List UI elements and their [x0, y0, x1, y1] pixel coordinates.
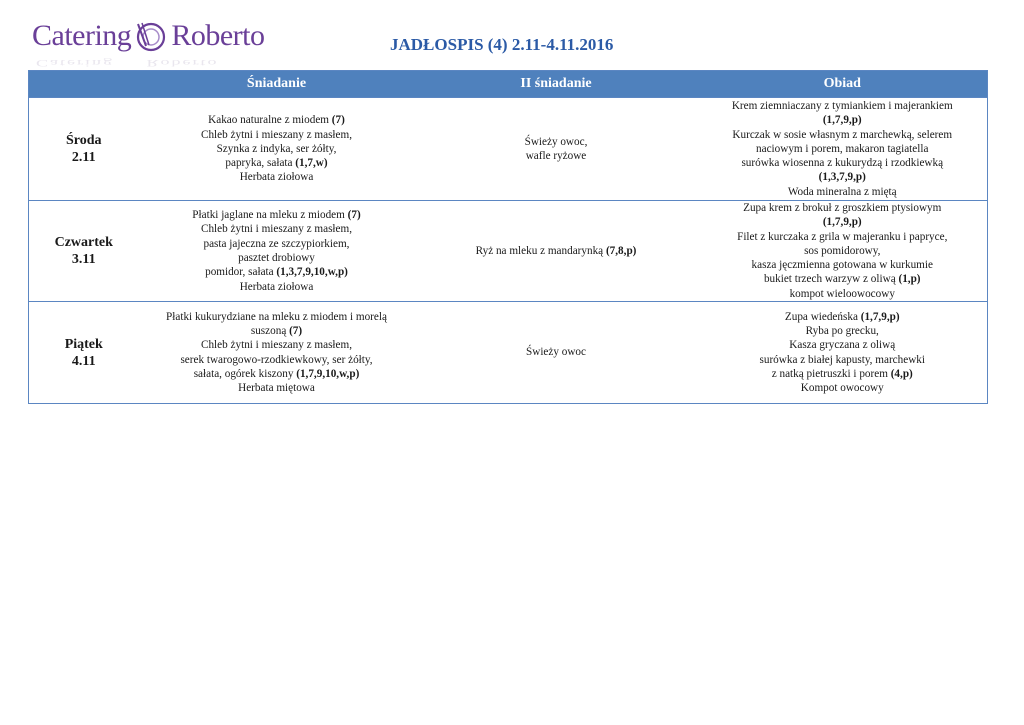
second-breakfast-cell — [415, 302, 698, 404]
menu-line: Herbata miętowa — [238, 382, 315, 395]
day-cell — [29, 98, 139, 201]
menu-line: pasta jajeczna ze szczypiorkiem, — [203, 237, 350, 250]
header-day — [29, 71, 139, 98]
menu-line: Zupa krem z brokuł z groszkiem ptysiowym — [743, 202, 942, 214]
day-name: Środa — [65, 133, 102, 148]
menu-line: Kasza gryczana z oliwą — [789, 339, 896, 352]
day-name: Czwartek — [54, 235, 113, 251]
menu-line: (1,7,9,p) — [822, 114, 862, 127]
second-breakfast-cell — [415, 98, 698, 201]
menu-line: Płatki kukurydziane na mleku z miodem i morelą — [166, 310, 387, 323]
menu-line: Ryba po grecku, — [805, 324, 879, 337]
page-title: JADŁOSPIS (4) 2.11-4.11.2016 — [390, 35, 614, 54]
lunch-cell — [698, 98, 988, 201]
menu-line: (1,7,9,p) — [822, 216, 862, 229]
catering-roberto-logo — [32, 16, 264, 56]
menu-line: serek twarogowo-rzodkiewkowy, ser żółty, — [180, 353, 373, 366]
menu-line: Ryż na mleku z mandarynką (7,8,p) — [475, 244, 637, 257]
header-breakfast: Śniadanie — [139, 71, 415, 98]
menu-line: wafle ryżowe — [525, 150, 587, 162]
menu-line: sałata, ogórek kiszony (1,7,9,10,w,p) — [193, 367, 360, 380]
menu-line: suszoną (7) — [250, 324, 303, 337]
menu-line: Kakao naturalne z miodem (7) — [208, 114, 345, 127]
menu-line: Herbata ziołowa — [239, 280, 314, 293]
menu-line: sos pomidorowy, — [804, 244, 881, 257]
menu-line: Filet z kurczaka z grila w majeranku i papryce, — [737, 230, 948, 243]
day-cell — [29, 302, 139, 404]
day-date: 3.11 — [71, 252, 96, 268]
header-lunch: Obiad — [698, 71, 988, 98]
logo-word-roberto: Roberto — [171, 19, 265, 52]
menu-line: Herbata ziołowa — [239, 171, 314, 184]
menu-line: Świeży owoc, — [524, 135, 588, 148]
menu-line: kasza jęczmienna gotowana w kurkumie — [751, 259, 933, 272]
lunch-cell — [698, 201, 988, 302]
breakfast-cell — [139, 302, 415, 404]
table-row — [29, 98, 988, 201]
day-date: 2.11 — [71, 150, 96, 165]
menu-line: Woda mineralna z miętą — [787, 185, 897, 198]
menu-line: Chleb żytni i mieszany z masłem, — [201, 128, 352, 141]
menu-line: Świeży owoc — [526, 346, 586, 359]
menu-line: pomidor, sałata (1,3,7,9,10,w,p) — [205, 266, 348, 279]
logo-word-catering: Catering — [32, 19, 132, 52]
menu-line: z natką pietruszki i porem (4,p) — [771, 367, 913, 380]
menu-line: surówka z białej kapusty, marchewki — [759, 353, 925, 366]
menu-line: naciowym i porem, makaron tagiatella — [756, 142, 929, 155]
breakfast-cell — [139, 201, 415, 302]
lunch-cell — [698, 302, 988, 404]
menu-line: Chleb żytni i mieszany z masłem, — [201, 339, 352, 352]
logo-reflection: Catering Roberto — [36, 57, 219, 68]
menu-line: bukiet trzech warzyw z oliwą (1,p) — [763, 273, 921, 286]
day-name: Piątek — [64, 336, 103, 352]
menu-line: (1,3,7,9,p) — [818, 171, 866, 184]
header-second-breakfast: II śniadanie — [415, 71, 698, 98]
menu-line: papryka, sałata (1,7,w) — [225, 157, 328, 170]
menu-line: Kurczak w sosie własnym z marchewką, selerem — [732, 128, 953, 141]
menu-line: surówka wiosenna z kukurydzą i rzodkiewką — [741, 157, 944, 170]
second-breakfast-cell — [415, 201, 698, 302]
cutlery-plate-icon — [133, 18, 169, 54]
header-row — [29, 71, 988, 98]
menu-line: Krem ziemniaczany z tymiankiem i majerankiem — [731, 99, 953, 112]
menu-line: Kompot owocowy — [800, 382, 884, 395]
day-date: 4.11 — [71, 353, 96, 369]
menu-line: pasztet drobiowy — [238, 252, 315, 265]
day-cell — [29, 201, 139, 302]
menu-line: Zupa wiedeńska (1,7,9,p) — [784, 310, 900, 323]
table-row — [29, 201, 988, 302]
menu-line: kompot wieloowocowy — [789, 287, 895, 300]
table-row — [29, 302, 988, 404]
menu-table — [28, 70, 988, 404]
menu-line: Płatki jaglane na mleku z miodem (7) — [192, 209, 361, 222]
menu-line: Chleb żytni i mieszany z masłem, — [201, 223, 352, 236]
menu-line: Szynka z indyka, ser żółty, — [216, 142, 337, 155]
breakfast-cell — [139, 98, 415, 201]
